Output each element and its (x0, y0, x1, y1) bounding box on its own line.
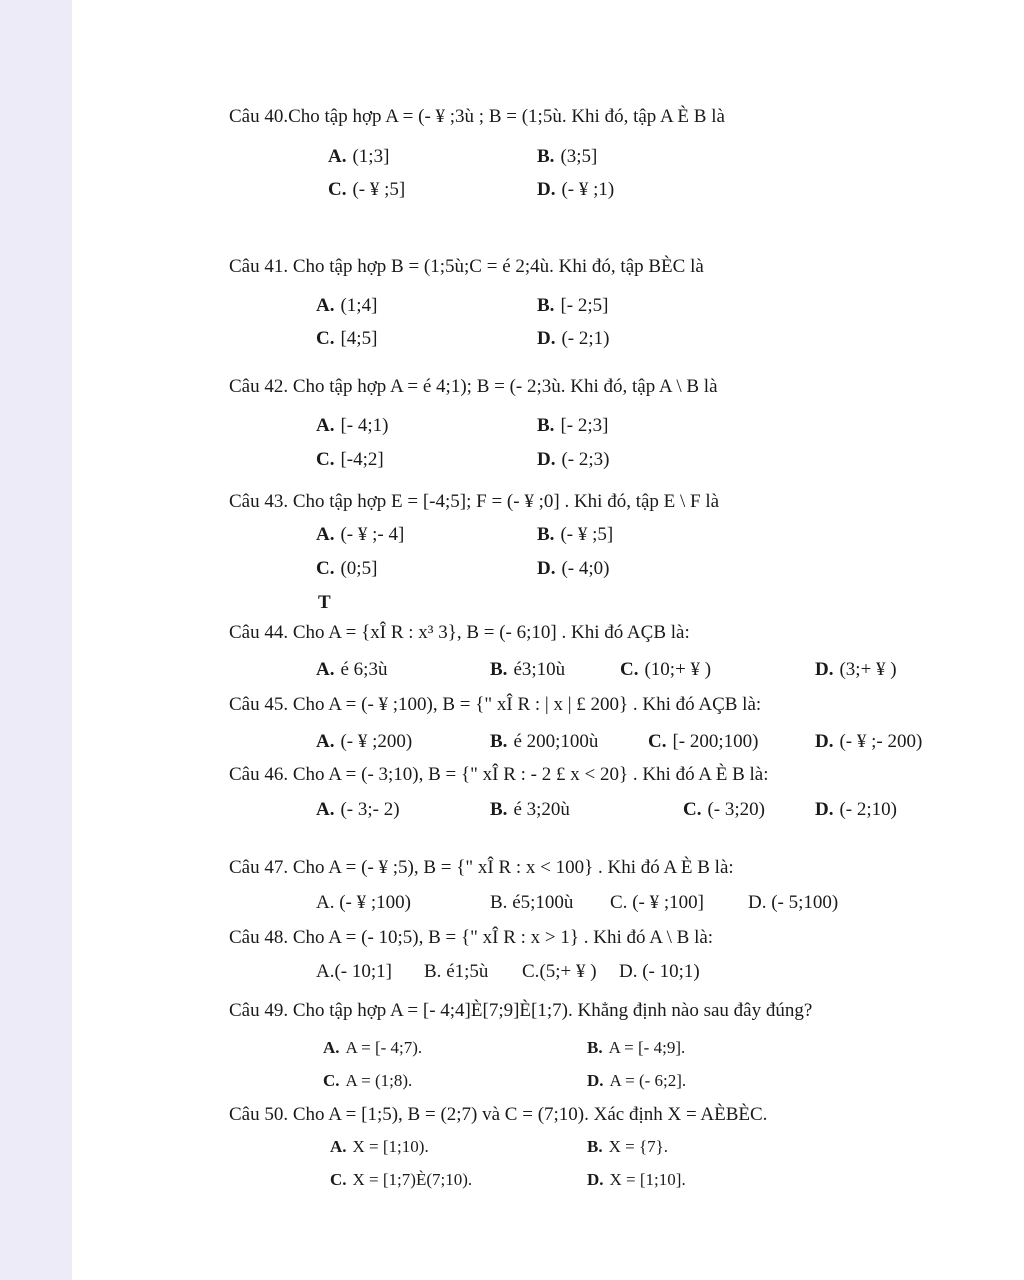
question-46-option-d: D. (- 2;10) (815, 799, 897, 820)
question-45-option-d: D. (- ¥ ;- 200) (815, 731, 923, 752)
question-50-option-a: A. X = [1;10). (330, 1137, 429, 1156)
question-46-option-b: B. é 3;20ù (490, 799, 570, 820)
question-41-option-c: C. [4;5] (316, 328, 378, 349)
question-46-option-a: A. (- 3;- 2) (316, 799, 400, 820)
question-41-option-a: A. (1;4] (316, 295, 378, 316)
question-41-option-d: D. (- 2;1) (537, 328, 610, 349)
question-50-stem: Câu 50. Cho A = [1;5), B = (2;7) và C = (7;10). Xác định X = AÈBÈC. (229, 1104, 768, 1125)
question-44-option-b: B. é3;10ù (490, 659, 566, 680)
question-41-stem: Câu 41. Cho tập hợp B = (1;5ù;C = é 2;4ù. Khi đó, tập BÈC là (229, 256, 704, 277)
question-40-option-a: A. (1;3] (328, 146, 390, 167)
question-45-stem: Câu 45. Cho A = (- ¥ ;100), B = {" xÎ R : | x | £ 200} . Khi đó AÇB là: (229, 694, 762, 715)
question-41-option-b: B. [- 2;5] (537, 295, 609, 316)
question-40-option-b: B. (3;5] (537, 146, 598, 167)
question-48-stem: Câu 48. Cho A = (- 10;5), B = {" xÎ R : x > 1} . Khi đó A \ B là: (229, 927, 714, 948)
question-42-stem: Câu 42. Cho tập hợp A = é 4;1); B = (- 2;3ù. Khi đó, tập A \ B là (229, 376, 718, 397)
question-49-option-b: B. A = [- 4;9]. (587, 1038, 686, 1057)
question-44-option-d: D. (3;+ ¥ ) (815, 659, 897, 680)
question-47-option-a: A. (- ¥ ;100) (316, 892, 411, 913)
question-48-option-a: A.(- 10;1] (316, 961, 392, 982)
question-46-stem: Câu 46. Cho A = (- 3;10), B = {" xÎ R : - 2 £ x < 20} . Khi đó A È B là: (229, 764, 769, 785)
question-48-option-c: C.(5;+ ¥ ) (522, 961, 597, 982)
question-50-option-b: B. X = {7}. (587, 1137, 669, 1156)
question-49-option-a: A. A = [- 4;7). (323, 1038, 423, 1057)
question-49-option-c: C. A = (1;8). (323, 1071, 413, 1090)
question-40-stem: Câu 40.Cho tập hợp A = (- ¥ ;3ù ; B = (1;5ù. Khi đó, tập A È B là (229, 106, 725, 127)
question-49-option-d: D. A = (- 6;2]. (587, 1071, 687, 1090)
question-45-option-a: A. (- ¥ ;200) (316, 731, 413, 752)
question-43-stem: Câu 43. Cho tập hợp E = [-4;5]; F = (- ¥ ;0] . Khi đó, tập E \ F là (229, 491, 720, 512)
stray-letter: T (318, 592, 331, 613)
question-40-option-c: C. (- ¥ ;5] (328, 179, 406, 200)
question-42-option-c: C. [-4;2] (316, 449, 384, 470)
question-40-option-d: D. (- ¥ ;1) (537, 179, 615, 200)
question-42-option-d: D. (- 2;3) (537, 449, 610, 470)
question-43-option-d: D. (- 4;0) (537, 558, 610, 579)
question-50-option-c: C. X = [1;7)È(7;10). (330, 1170, 473, 1189)
question-48-option-d: D. (- 10;1) (619, 961, 700, 982)
question-42-option-a: A. [- 4;1) (316, 415, 389, 436)
question-47-option-b: B. é5;100ù (490, 892, 574, 913)
question-50-option-d: D. X = [1;10]. (587, 1170, 686, 1189)
question-47-option-c: C. (- ¥ ;100] (610, 892, 704, 913)
question-48-option-b: B. é1;5ù (424, 961, 489, 982)
question-44-stem: Câu 44. Cho A = {xÎ R : x³ 3}, B = (- 6;10] . Khi đó AÇB là: (229, 622, 690, 643)
question-45-option-b: B. é 200;100ù (490, 731, 599, 752)
question-47-option-d: D. (- 5;100) (748, 892, 839, 913)
question-42-option-b: B. [- 2;3] (537, 415, 609, 436)
question-43-option-b: B. (- ¥ ;5] (537, 524, 614, 545)
question-44-option-c: C. (10;+ ¥ ) (620, 659, 712, 680)
question-49-stem: Câu 49. Cho tập hợp A = [- 4;4]È[7;9]È[1;7). Khẳng định nào sau đây đúng? (229, 1000, 813, 1021)
question-43-option-a: A. (- ¥ ;- 4] (316, 524, 405, 545)
question-43-option-c: C. (0;5] (316, 558, 378, 579)
question-46-option-c: C. (- 3;20) (683, 799, 765, 820)
question-47-stem: Câu 47. Cho A = (- ¥ ;5), B = {" xÎ R : x < 100} . Khi đó A È B là: (229, 857, 734, 878)
question-45-option-c: C. [- 200;100) (648, 731, 759, 752)
question-44-option-a: A. é 6;3ù (316, 659, 388, 680)
